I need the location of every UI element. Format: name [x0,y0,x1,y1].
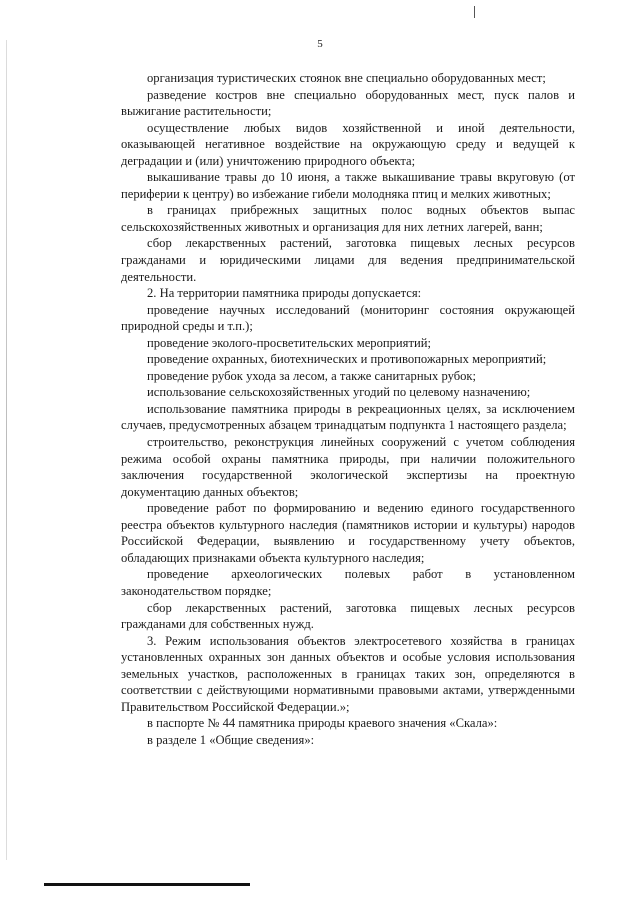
paragraph: 2. На территории памятника природы допускается: [147,286,422,301]
scan-mark [474,6,475,18]
footer-rule [44,883,250,886]
paragraph: организация туристических стоянок вне специально оборудованных мест; [147,71,546,85]
page-number: 5 [317,38,323,50]
paragraph: проведение охранных, биотехнических и противопожарных мероприятий; [147,352,547,367]
paragraph: разведение костров вне специально оборудованных мест, пуск палов и выжигание растительности; [121,87,575,119]
paragraph: сбор лекарственных растений, заготовка пищевых лесных ресурсов гражданами для собственных нужд. [121,600,575,632]
paragraph: проведение археологических полевых работ в установленном законодательством порядке; [121,567,575,598]
paragraph: в паспорте № 44 памятника природы краевого значения «Скала»: [147,716,498,731]
paragraph: проведение научных исследований (мониторинг состояния окружающей природной среды и т.п.); [121,302,575,334]
paragraph: проведение рубок ухода за лесом, а также санитарных рубок; [147,368,477,383]
paragraph: 3. Режим использования объектов электросетевого хозяйства в границах установленных охранных зон данных объектов и особые условия использования земельных участков, расположенных в границах таких зон, определяются в соответствии с действующими нормативными правовыми актами, утвержденными Правительством Российской Федерации.»; [121,633,575,714]
paragraph: использование сельскохозяйственных угодий по целевому назначению; [147,385,531,400]
paragraph: использование памятника природы в рекреационных целях, за исключением случаев, предусмотренных абзацем тринадцатым подпункта 1 настоящего раздела; [121,401,575,433]
paragraph: сбор лекарственных растений, заготовка пищевых лесных ресурсов гражданами и юридическими лицами для ведения предпринимательской деятельности. [121,236,575,284]
paragraph: проведение работ по формированию и ведению единого государственного реестра объектов культурного наследия (памятников истории и культуры) народов Российской Федерации, выявлению и государственному учету объектов, обладающих признаками объекта культурного наследия; [121,501,575,565]
paragraph: в разделе 1 «Общие сведения»: [147,732,315,747]
document-body [121,70,575,748]
paragraph: выкашивание травы до 10 июня, а также выкашивание травы вкруговую (от периферии к центру) во избежание гибели молодняка птиц и мелких животных; [121,170,575,201]
paragraph: осуществление любых видов хозяйственной и иной деятельности, оказывающей негативное воздействие на окружающую среду и ведущей к деградации и (или) уничтожению природного объекта; [121,120,575,168]
paragraph: строительство, реконструкция линейных сооружений с учетом соблюдения режима особой охраны памятника природы, при наличии положительного заключения государственной экологической экспертизы на проектную документацию данных объектов; [121,435,575,499]
scan-edge [6,40,7,860]
paragraph: в границах прибрежных защитных полос водных объектов выпас сельскохозяйственных животных и организация для них летних лагерей, ванн; [121,203,575,234]
paragraph: проведение эколого-просветительских мероприятий; [147,335,431,350]
